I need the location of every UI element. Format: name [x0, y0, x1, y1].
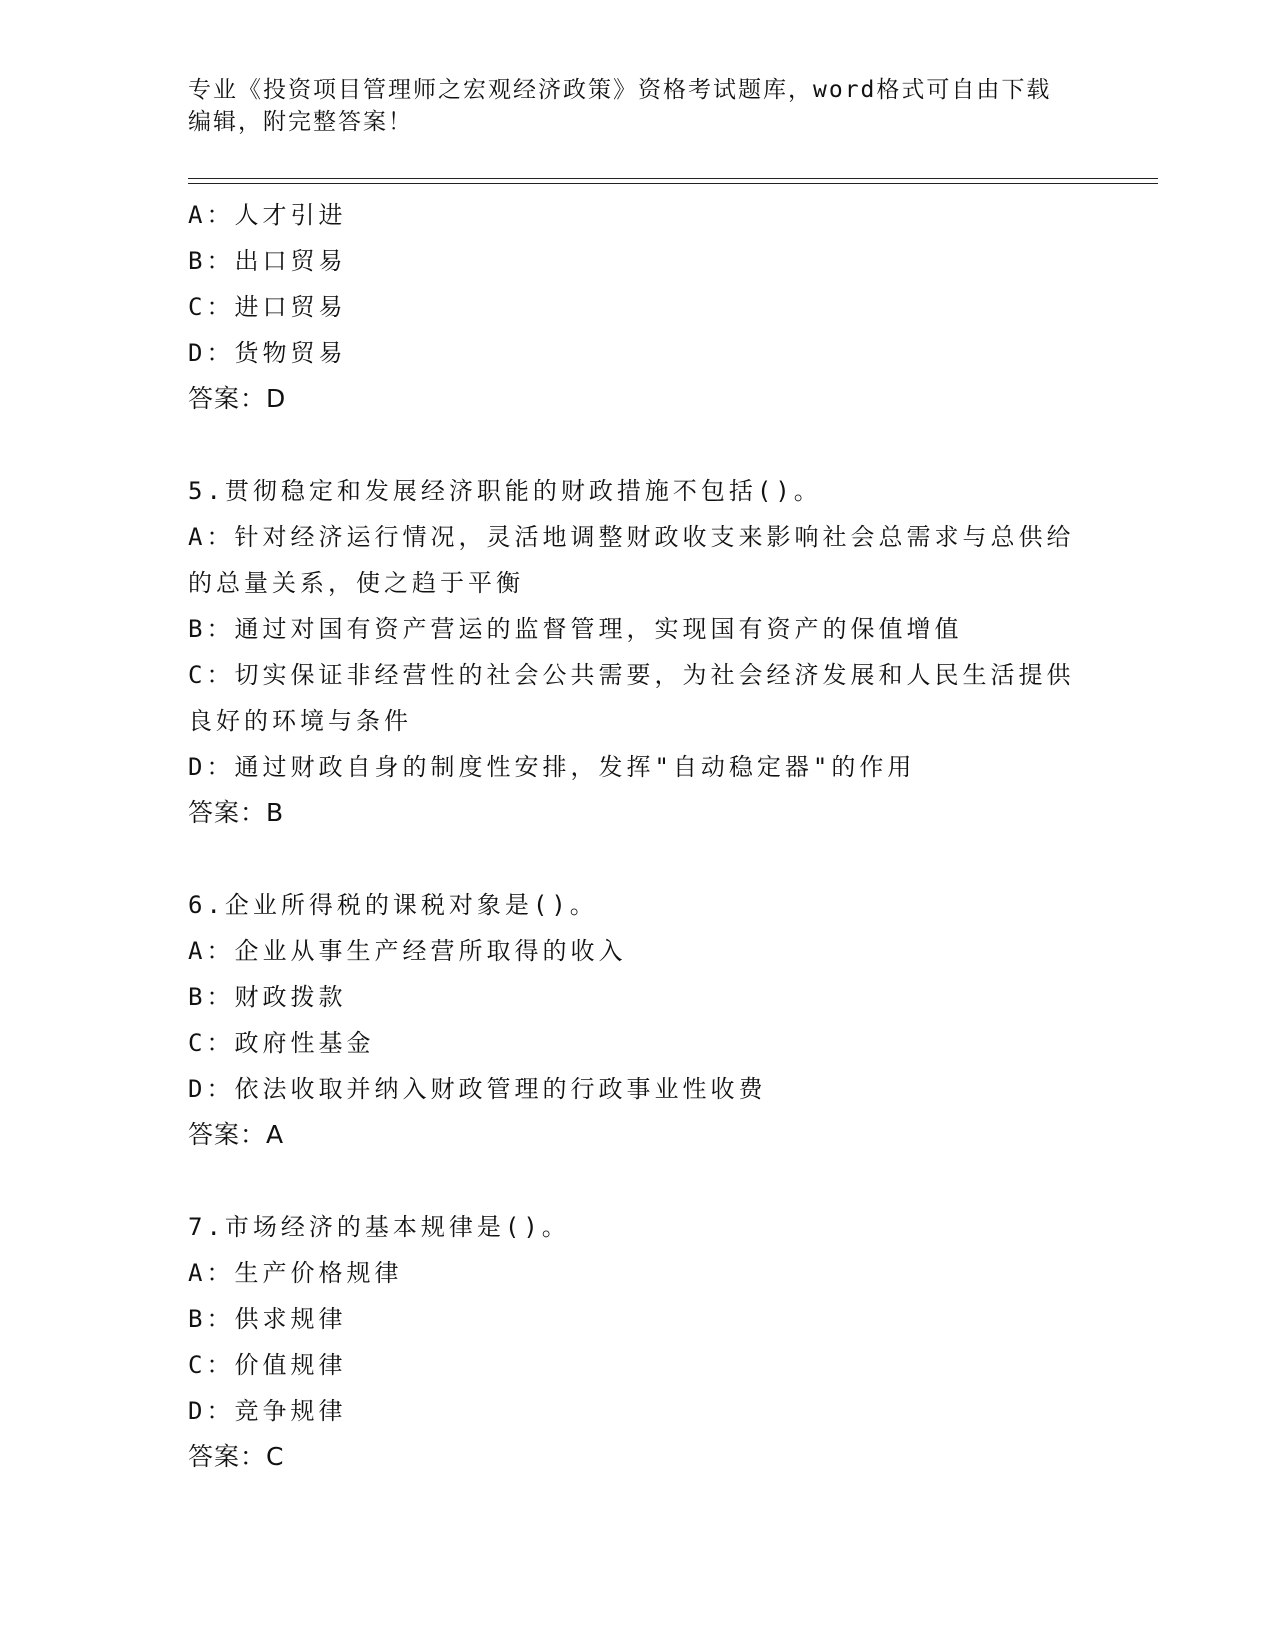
question-5-option-b: B：通过对国有资产营运的监督管理，实现国有资产的保值增值 — [188, 615, 963, 643]
question-7-option-c: C：价值规律 — [188, 1351, 347, 1379]
question-6-answer: 答案：A — [188, 1120, 285, 1149]
question-5-option-a: A：针对经济运行情况，灵活地调整财政收支来影响社会总需求与总供给的总量关系，使之趋于平衡 — [188, 523, 1075, 597]
question-6 — [188, 882, 1078, 1158]
question-7-answer: 答案：C — [188, 1442, 285, 1471]
spacer — [188, 1158, 1078, 1204]
question-7-option-b: B：供求规律 — [188, 1305, 347, 1333]
question-7-option-a: A：生产价格规律 — [188, 1259, 403, 1287]
question-5-answer: 答案：B — [188, 798, 285, 827]
question-5-stem: 5.贯彻稳定和发展经济职能的财政措施不包括()。 — [188, 477, 822, 505]
question-4 — [188, 192, 1078, 422]
question-7-option-d: D：竞争规律 — [188, 1397, 347, 1425]
question-4-option-d: D：货物贸易 — [188, 339, 347, 367]
header-divider-top — [188, 178, 1158, 179]
spacer — [188, 836, 1078, 882]
question-4-option-b: B：出口贸易 — [188, 247, 347, 275]
question-5-option-c: C：切实保证非经营性的社会公共需要，为社会经济发展和人民生活提供良好的环境与条件 — [188, 661, 1075, 735]
question-4-answer: 答案：D — [188, 384, 287, 413]
question-4-option-a: A：人才引进 — [188, 201, 347, 229]
question-4-option-c: C：进口贸易 — [188, 293, 347, 321]
question-6-option-c: C：政府性基金 — [188, 1029, 375, 1057]
question-6-option-b: B：财政拨款 — [188, 983, 347, 1011]
question-7-stem: 7.市场经济的基本规律是()。 — [188, 1213, 570, 1241]
header-divider-bottom — [188, 183, 1158, 184]
spacer — [188, 422, 1078, 468]
document-header: 专业《投资项目管理师之宏观经济政策》资格考试题库，word格式可自由下载编辑，附完整答案！ — [188, 77, 1052, 135]
question-6-option-d: D：依法收取并纳入财政管理的行政事业性收费 — [188, 1075, 767, 1103]
question-6-stem: 6.企业所得税的课税对象是()。 — [188, 891, 598, 919]
question-7 — [188, 1204, 1078, 1480]
question-list — [188, 192, 1078, 1480]
question-5 — [188, 468, 1078, 836]
question-6-option-a: A：企业从事生产经营所取得的收入 — [188, 937, 627, 965]
question-5-option-d: D：通过财政自身的制度性安排，发挥"自动稳定器"的作用 — [188, 753, 916, 781]
